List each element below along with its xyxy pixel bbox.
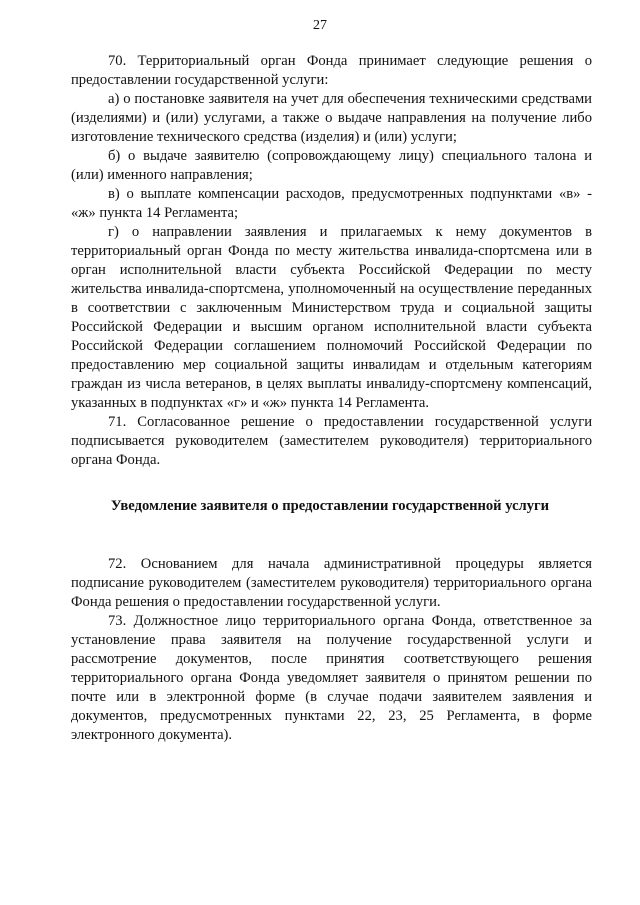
- paragraph-70: 70. Территориальный орган Фонда принимает следующие решения о предоставлении государственной услуги:: [71, 53, 592, 88]
- section-heading: Уведомление заявителя о предоставлении государственной услуги: [110, 498, 550, 514]
- section-decisions: [71, 52, 592, 470]
- section-notification: [71, 555, 592, 745]
- paragraph-70-item-g: г) о направлении заявления и прилагаемых к нему документов в территориальный орган Фонда по месту жительства инвалида-спортсмена или в орган исполнительной власти субъекта Российской Федерации по месту жительства инвалида-спортсмена, уполномоченный на осуществление переданных в соответствии с заключенным Министерством труда и социальной защиты Российской Федерации и высшим органом исполнительной власти субъекта Российской Федерации соглашением полномочий Российской Федерации по предоставлению мер социальной защиты инвалидам и отдельным категориям граждан из числа ветеранов, в целях выплаты инвалиду-спортсмену компенсаций, указанных в подпунктах «г» и «ж» пункта 14 Регламента.: [71, 224, 592, 411]
- paragraph-73: 73. Должностное лицо территориального органа Фонда, ответственное за установление права заявителя на получение государственной услуги и рассмотрение документов, после принятия соответствующего решения территориального органа Фонда уведомляет заявителя о принятом решении по почте или в электронной форме (в случае подачи заявителем заявления и документов, предусмотренных пунктами 22, 23, 25 Регламента, в форме электронного документа).: [71, 613, 592, 743]
- paragraph-70-item-b: б) о выдаче заявителю (сопровождающему лицу) специального талона и (или) именного направления;: [71, 148, 592, 183]
- page-number: 27: [313, 18, 327, 33]
- paragraph-72: 72. Основанием для начала административной процедуры является подписание руководителем (заместителем руководителя) территориального органа Фонда решения о предоставлении государственной услуги.: [71, 556, 592, 610]
- paragraph-70-item-a: а) о постановке заявителя на учет для обеспечения техническими средствами (изделиями) и (или) услугами, а также о выдаче направления на получение либо изготовление технического средства (изделия) и (или) услуги;: [71, 91, 592, 145]
- paragraph-71: 71. Согласованное решение о предоставлении государственной услуги подписывается руководителем (заместителем руководителя) территориального органа Фонда.: [71, 414, 592, 468]
- paragraph-70-item-v: в) о выплате компенсации расходов, предусмотренных подпунктами «в» - «ж» пункта 14 Регламента;: [71, 186, 592, 221]
